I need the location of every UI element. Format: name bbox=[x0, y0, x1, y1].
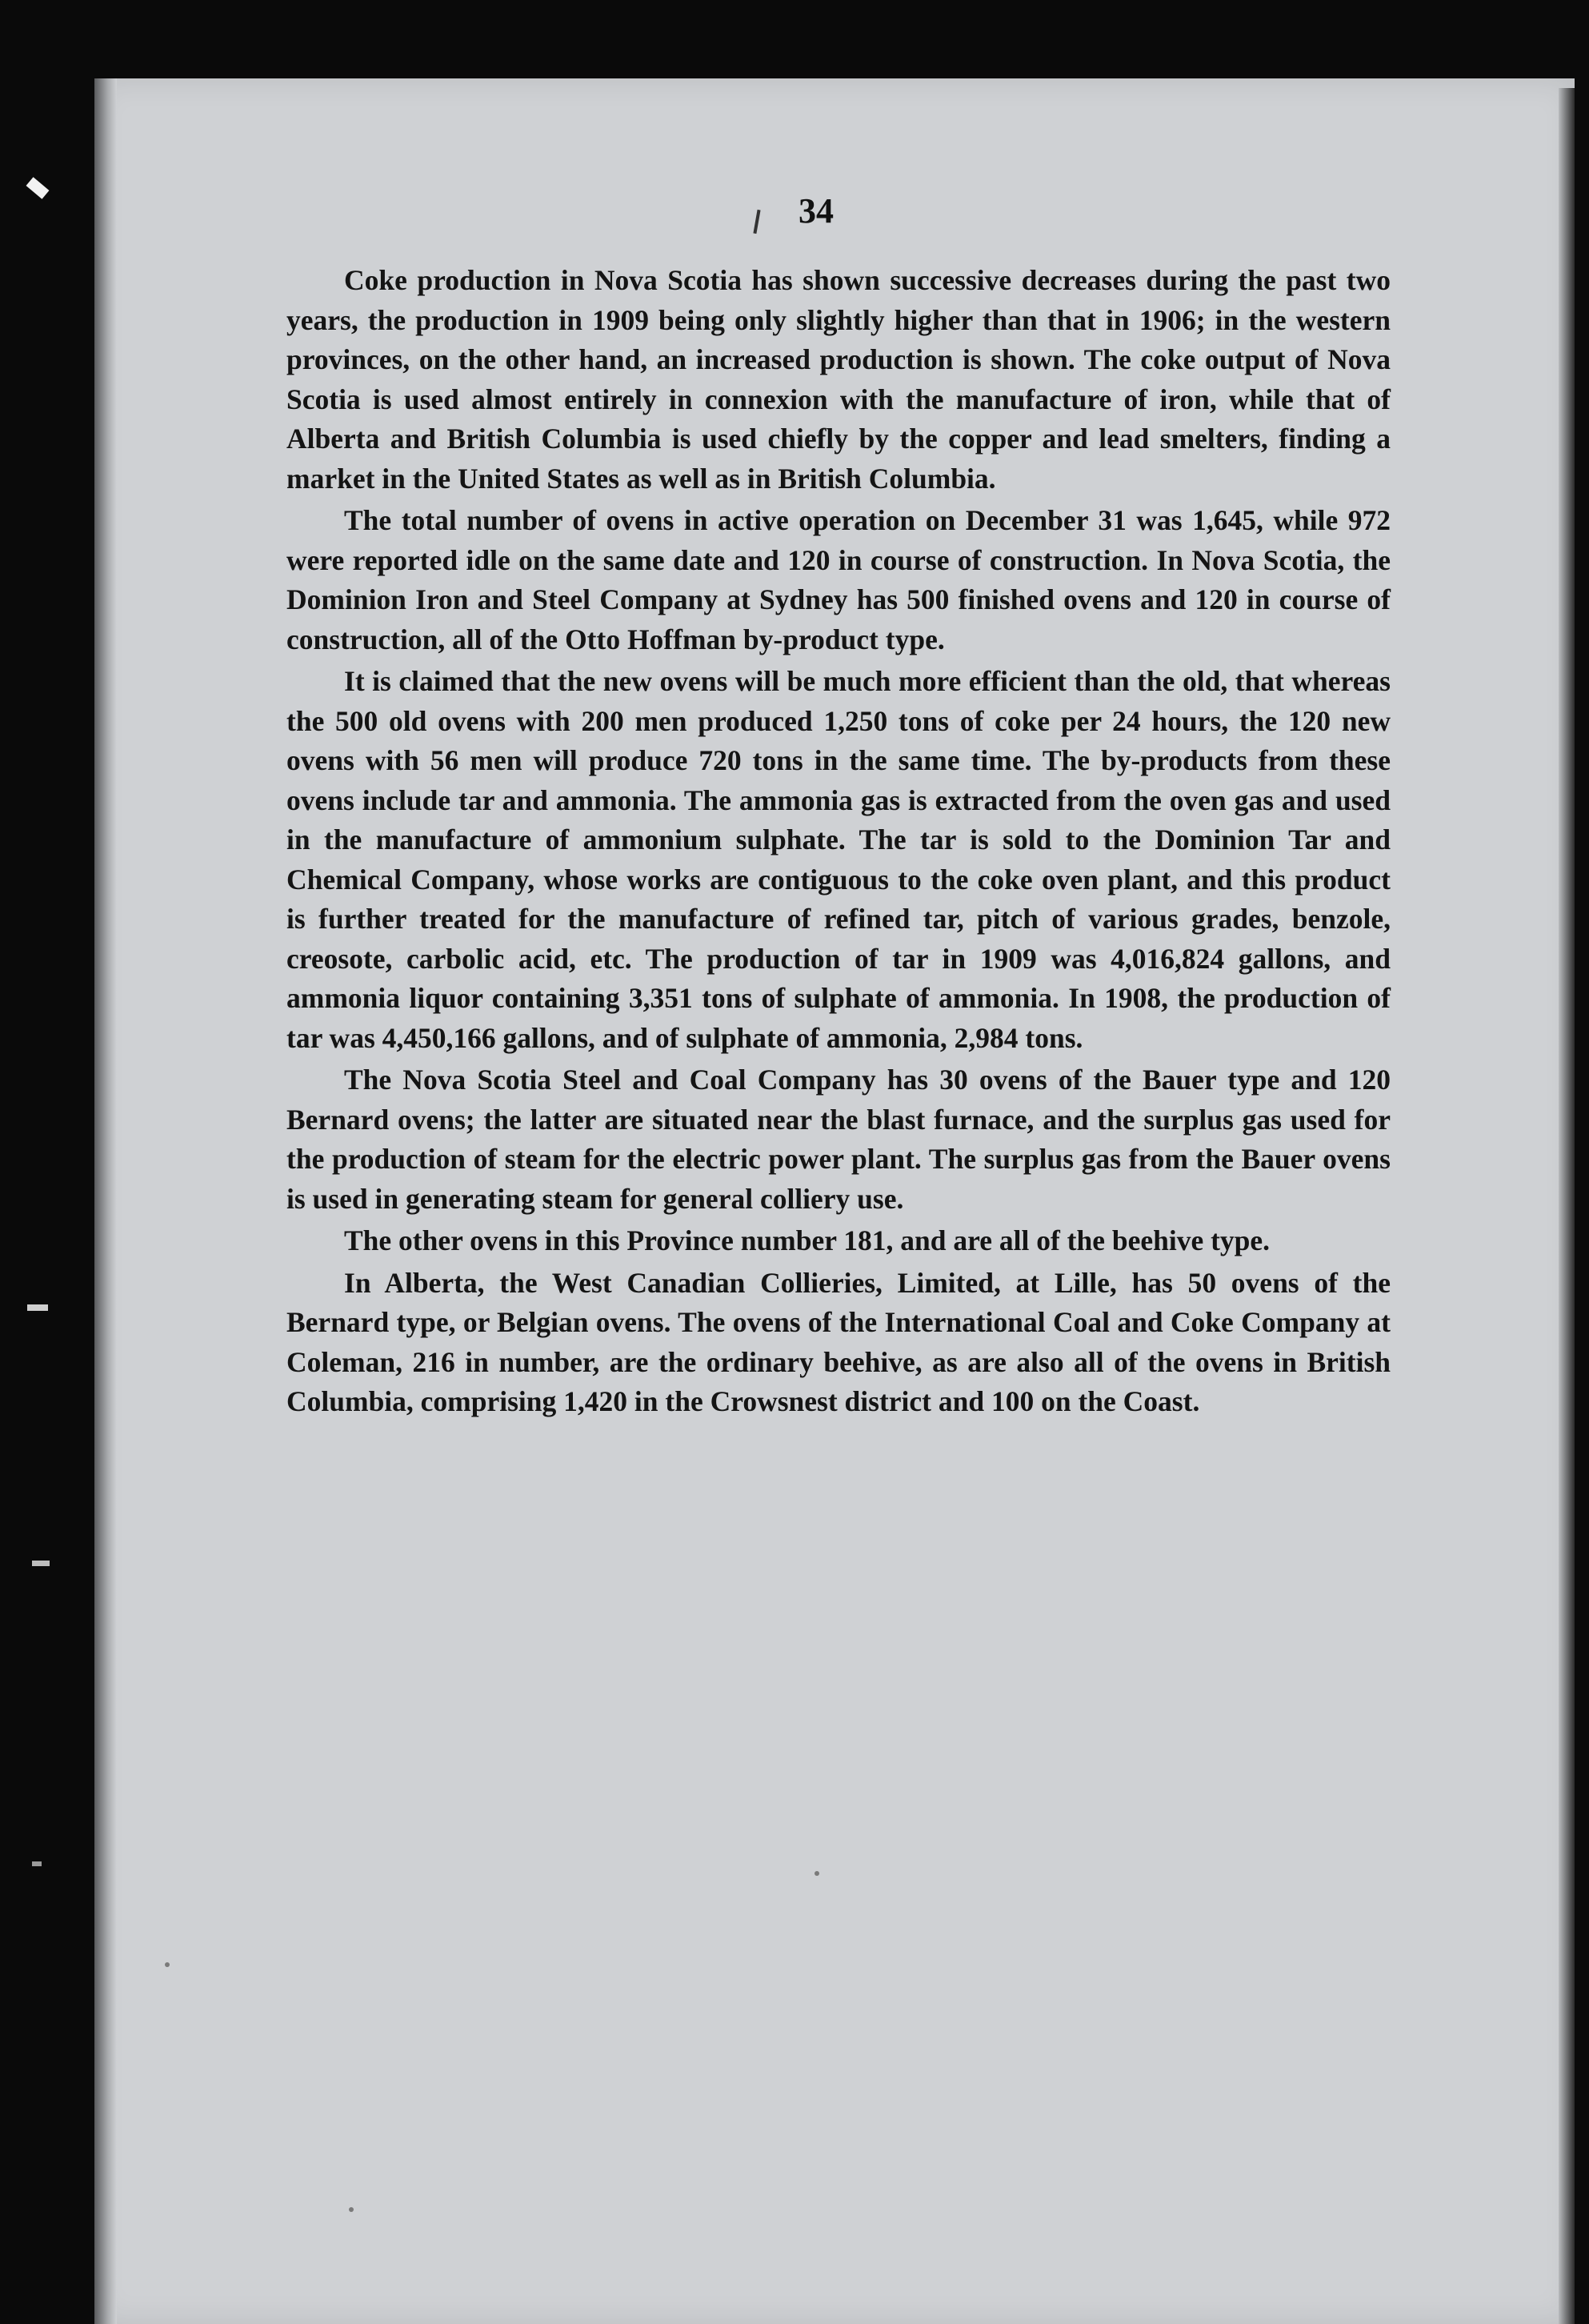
scan-speck bbox=[815, 1871, 819, 1876]
paragraph: It is claimed that the new ovens will be much more efficient than the old, that whereas the 500 old ovens with 200 men produced 1,250 tons of coke per 24 hours, the 120 new ovens with 56 men will produce 720 tons in the same time. The by-products from these ovens include tar and ammonia. The ammonia gas is extracted from the oven gas and used in the manufacture of ammonium sulphate. The tar is sold to the Dominion Tar and Chemical Company, whose works are contiguous to the coke oven plant, and this product is further treated for the manufacture of refined tar, pitch of various grades, benzole, creosote, carbolic acid, etc. The production of tar in 1909 was 4,016,824 gallons, and ammonia liquor containing 3,351 tons of sulphate of ammonia. In 1908, the production of tar was 4,450,166 gallons, and of sulphate of ammonia, 2,984 tons. bbox=[286, 665, 1391, 1054]
scan-speck bbox=[165, 1962, 170, 1967]
document-body bbox=[286, 261, 1391, 1424]
page-spine-shadow bbox=[94, 78, 117, 2324]
paragraph: The Nova Scotia Steel and Coal Company has 30 ovens of the Bauer type and 120 Bernard ovens; the latter are situated near the blast furnace, and the surplus gas used for the production of steam for the electric power plant. The surplus gas from the Bauer ovens is used in generating steam for general colliery use. bbox=[286, 1064, 1391, 1215]
page-number: 34 bbox=[799, 191, 834, 230]
scan-artifact bbox=[32, 1861, 42, 1866]
scan-artifact bbox=[27, 1304, 48, 1311]
paragraph: The total number of ovens in active operation on December 31 was 1,645, while 972 were reported idle on the same date and 120 in course of construction. In Nova Scotia, the Dominion Iron and Steel Company at Sydney has 500 finished ovens and 120 in course of construction, all of the Otto Hoffman by-product type. bbox=[286, 504, 1391, 655]
paragraph: The other ovens in this Province number 181, and are all of the beehive type. bbox=[344, 1224, 1271, 1256]
scan-artifact bbox=[32, 1561, 50, 1566]
page-right-edge bbox=[1559, 88, 1575, 2324]
paragraph: In Alberta, the West Canadian Collieries, Limited, at Lille, has 50 ovens of the Bernard type, or Belgian ovens. The ovens of the International Coal and Coke Company at Coleman, 216 in number, are the ordinary beehive, as are also all of the ovens in British Columbia, comprising 1,420 in the Crowsnest district and 100 on the Coast. bbox=[286, 1266, 1391, 1417]
paragraph: Coke production in Nova Scotia has shown successive decreases during the past two years, the production in 1909 being only slightly higher than that in 1906; in the western provinces, on the other hand, an increased production is shown. The coke output of Nova Scotia is used almost entirely in connexion with the manufacture of iron, while that of Alberta and British Columbia is used chiefly by the copper and lead smelters, finding a market in the United States as well as in British Columbia. bbox=[286, 264, 1391, 495]
scan-speck bbox=[349, 2207, 354, 2212]
